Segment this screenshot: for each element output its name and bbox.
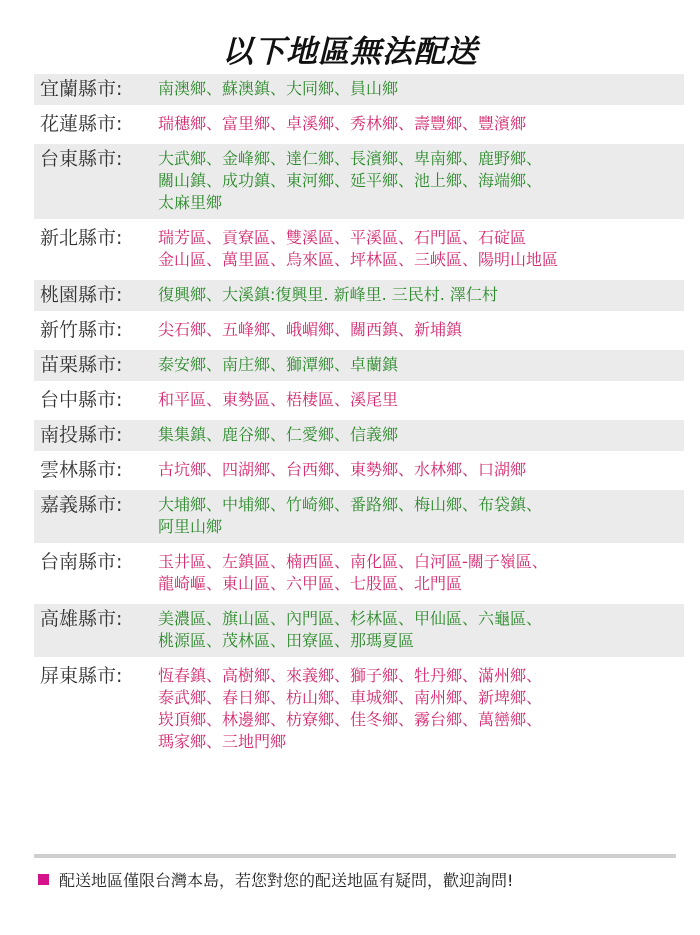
region-row	[34, 490, 684, 543]
town-list: 泰安鄉、南庄鄉、獅潭鄉、卓蘭鎮	[158, 355, 399, 374]
county-name: 新竹縣市:	[40, 319, 123, 341]
region-row	[34, 315, 684, 346]
region-row	[34, 661, 684, 758]
delivery-note	[38, 868, 513, 891]
county-name: 雲林縣市:	[40, 459, 123, 481]
county-name: 苗栗縣市:	[40, 354, 123, 376]
region-row	[34, 547, 684, 600]
region-list	[34, 74, 684, 762]
town-list: 大武鄉、金峰鄉、達仁鄉、長濱鄉、卑南鄉、鹿野鄉、 關山鎮、成功鎮、東河鄉、延平鄉、池上鄉、海端鄉、 太麻里鄉	[158, 149, 543, 212]
county-name: 台南縣市:	[40, 551, 123, 573]
region-row	[34, 109, 684, 140]
county-name: 花蓮縣市:	[40, 113, 123, 135]
divider	[34, 854, 676, 858]
county-name: 屏東縣市:	[40, 665, 123, 687]
town-list: 集集鎮、鹿谷鄉、仁愛鄉、信義鄉	[158, 425, 399, 444]
county-name: 南投縣市:	[40, 424, 123, 446]
town-list: 瑞穗鄉、富里鄉、卓溪鄉、秀林鄉、壽豐鄉、豐濱鄉	[158, 114, 527, 133]
county-name: 新北縣市:	[40, 227, 123, 249]
region-row	[34, 223, 684, 276]
town-list: 和平區、東勢區、梧棲區、溪尾里	[158, 390, 399, 409]
county-name: 嘉義縣市:	[40, 494, 123, 516]
town-list: 復興鄉、大溪鎮:復興里. 新峰里. 三民村. 澤仁村	[158, 285, 498, 304]
town-list: 恆春鎮、高樹鄉、來義鄉、獅子鄉、牡丹鄉、滿州鄉、 泰武鄉、春日鄉、枋山鄉、車城鄉、南州鄉、新埤鄉、 崁頂鄉、林邊鄉、枋寮鄉、佳冬鄉、霧台鄉、萬巒鄉、 瑪家鄉、三地門鄉	[158, 666, 543, 751]
town-list: 瑞芳區、貢寮區、雙溪區、平溪區、石門區、石碇區 金山區、萬里區、烏來區、坪林區、三峽區、陽明山地區	[158, 228, 559, 269]
region-row	[34, 604, 684, 657]
region-row	[34, 280, 684, 311]
note-text: 配送地區僅限台灣本島，若您對您的配送地區有疑問，歡迎詢問!	[59, 871, 514, 890]
region-row	[34, 350, 684, 381]
town-list: 尖石鄉、五峰鄉、峨嵋鄉、關西鎮、新埔鎮	[158, 320, 463, 339]
region-row	[34, 420, 684, 451]
square-bullet-icon	[38, 874, 49, 885]
region-row	[34, 455, 684, 486]
page-title: 以下地區無法配送	[222, 34, 478, 70]
town-list: 玉井區、左鎮區、楠西區、南化區、白河區-關子嶺區、 龍崎嶇、東山區、六甲區、七股區、北門區	[158, 552, 548, 593]
town-list: 大埔鄉、中埔鄉、竹崎鄉、番路鄉、梅山鄉、布袋鎮、 阿里山鄉	[158, 495, 543, 536]
town-list: 美濃區、旗山區、內門區、杉林區、甲仙區、六龜區、 桃源區、茂林區、田寮區、那瑪夏區	[158, 609, 543, 650]
county-name: 宜蘭縣市:	[40, 78, 123, 100]
region-row	[34, 144, 684, 219]
town-list: 古坑鄉、四湖鄉、台西鄉、東勢鄉、水林鄉、口湖鄉	[158, 460, 527, 479]
county-name: 台中縣市:	[40, 389, 123, 411]
region-row	[34, 74, 684, 105]
town-list: 南澳鄉、蘇澳鎮、大同鄉、員山鄉	[158, 79, 399, 98]
region-row	[34, 385, 684, 416]
county-name: 高雄縣市:	[40, 608, 123, 630]
county-name: 桃園縣市:	[40, 284, 123, 306]
county-name: 台東縣市:	[40, 148, 123, 170]
